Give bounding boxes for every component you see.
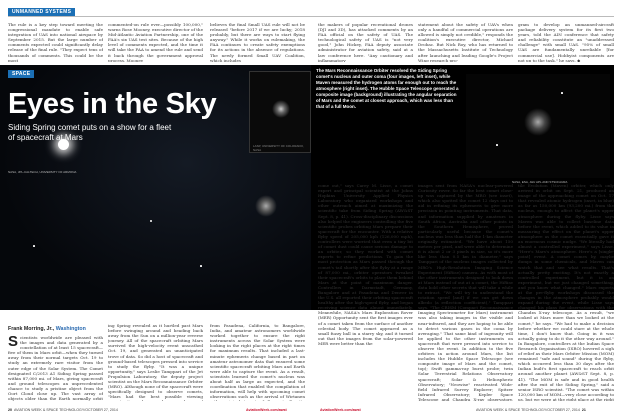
top-column-5: statement about the safety of UAVs when only a handful of commercial operations are allowed is simply not credible," responds the coalition's executive director, Michael Drobac. But Nick Roy, who has returned to the Massachusetts Institute of Technology after launching and leading Google's Project Wing research pro- xyxy=(418,22,513,62)
top-rule xyxy=(8,16,614,17)
body-column-1: S cientists worldwide are pleased with the images and data generated by a constellation of at least 15 spacecraft—five of them in Mars orbit—when they turned away from their normal targets Oct. 19 to study an extremely rare visitor from the outer edge of the Solar System. The Comet designated C/2013 A1 Siding Spring passed within 87,000 mi. of Mars, giving spacecraft and ground telescopes an unprecedented chance to study a pristine object from the Oort Cloud close up. The vast array of objects older than the Earth normally orbit xyxy=(8,335,103,401)
inset-hubble-maven xyxy=(466,74,610,178)
body-column-4: come out," says Carey M. Lisse, a comet expert and principal scientist at the Johns Hopkins University Applied Physics Laboratory who organized workshops and other outreach aimed at maximizing the scientific take from Siding Spring (AW&ST Sept. 8, p. 41). Cross-disciplinary discussions also helped the engineers controlling the five scientific probes orbiting Mars prepare their spacecraft for the encounter. With a relative flyby speed of 205,000 kph (126,000 mph), controllers were worried that even a tiny bit of comet dust could cause serious damage to an orbiter, so they worked with comet experts to refine predictions. To gain the most protection as Mars passed through the comet's tail shortly after the flyby at a range of 87,000 mi., orbiter operators tweaked their spacecraft's orbits to place them behind Mars at the point of maximum danger. Controllers in Darmstadt, Germany, Bangalore and at Pasadena and Denver in the U.S. all reported their orbiting spacecraft healthy after the high-speed flyby, and began receiving science data almost immediately. Meanwhile, NASA's Mars Exploration Rover (MER) Opportunity sent the first images ever of a comet taken from the surface of another celestial body. The comet appeared as a small fuzzy ball in a starry sky, and it turned out that the images from the solar-powered MER were better than the xyxy=(318,183,413,346)
body-column-6: tile Evolution (Maven) orbiter, which only arrived in orbit on Sept. 21, produced an image of the approaching comet on Oct. 17 that revealed atomic hydrogen (inset, in blue) as far as 150,000 km (93,200 mi.) from the nucleus, enough to affect the planet's upper atmosphere during the flyby. Lisse says Maven was able to collect baseline data before the event, which added to its value in measuring the effect on the planet's upper atmosphere as the comet essentially gave it an enormous cosmic nudge. "We literally had almost a controlled experiment," says Lisse. "Here's Mars's atmosphere. Here's a [single-point] event. A comet comes by, maybe dumps in some chemicals, and Maven can watch that and see what results. That's actually pretty exciting. It's not exactly a controlled experiment, but it is an experiment, but we just changed something, and you know what changed." Mars experts at the pre-flyby workshops discussed the changes in the atmosphere probably would expand during the event, while Lisse says changed his plans for observations with the Chandra X-ray telescope. As a result, "we looked at Mars more than we looked at the comet," he says. "We had to make a decision before whether we could stare at the whole time, I don't know that. Going in it was actually going to do it the other way around." In Bangalore, controllers at the Indian Space Research Organisation (ISRO) hovered a sigh of relief as their Mars Orbiter Mission (MOM) remained "safe and sound" during the flyby, which occurred less than 30 days after the Indian built's first spacecraft to reach orbit around another planet (AW&ST Sept. 8, p. 41). "The MOM is safe and in good health after the exit of the Siding Spring," said a senior ISRO scientist. "The comet was within 120,000 km of MOM—very close according to us, but we were at the right place at the right xyxy=(518,183,614,401)
byline: Frank Morring, Jr., Washington xyxy=(8,326,86,332)
byline-location: Washington xyxy=(55,326,86,332)
comet-coma xyxy=(524,108,552,136)
inset-mro-comet xyxy=(249,71,311,153)
comet-image xyxy=(272,100,290,118)
star xyxy=(150,220,152,222)
publication-left: AVIATION WEEK & SPACE TECHNOLOGY/OCTOBER 27, 2014 xyxy=(14,408,118,412)
top-column-6: gram to develop an unmanned-aircraft package delivery system for its first two years, told the AIN conference that safety and reliability constitute an "unaddressed challenge" with small UAS. "95% of small UAS are fundamentally unreliable [for commercial use]. Hobbyist components are not up to the task," he says. ◆ xyxy=(518,22,614,62)
section-tag-space: SPACE xyxy=(8,70,34,78)
top-column-3: believes the final Small UAS rule will not be released "before 2017 if we are lucky; 2018 probably, but there are ways to start flying anyway." While it works on rulemaking, the FAA continues to create safety exemptions for its actions in the absence of regulations. The newly formed Small UAV Coalition, which includes xyxy=(210,22,305,62)
inset2-credit: NASA, ESA, JHU APL AND STSCI/AURA xyxy=(512,180,568,184)
body-column-3: from Pasadena, California, to Bangalore, India, and amateur astronomers worldwide worked together to ensure the right instruments across the Solar System were looking in the right places at the right times for maximum results. That included a last-minute ephemeris change based in part on amateur astronomer data that ensured some scientific spacecraft orbiting Mars and Earth were able to capture the event. As a result, scientists learned the comet's nucleus was about half as large as expected, and the coordination that enabled the compilation of information, will help with upcoming comet observations such as the arrival of Wirtanen xyxy=(210,323,305,400)
publication-right: AVIATION WEEK & SPACE TECHNOLOGY/OCTOBER 27, 2014 xyxy=(476,408,580,412)
image-caption: The Mars Reconnaissance Orbiter resolved the Siding Spring comet's nucleus and outer coma (four images, left inset), while Maven measured the hydrogen atoms far enough out to reach the atmosphere (right inset). The Hubble Space Telescope generated a composite image (background) illustrating the angular separation of Mars and the comet at closest approach, which was less than that of a full Moon. xyxy=(316,68,459,109)
top-column-2: commented-on rule ever—possibly 100,000," warns Rose Mooney, executive director of the Mid-Atlantic Aviation Partnership, one of the FAA's six UAS test sites. Because of the high level of comments expected, and the time it will take the FAA to amend the rule and send it back through the government approval process, Mooney xyxy=(108,22,203,62)
top-column-1: The rule is a key step toward meeting the congressional mandate to enable safe integration of UAS into national airspace by September 2015. But the large number of comments expected could significantly delay release of the final rule. "They expect tens of thousands of comments. This could be the most xyxy=(8,22,103,62)
body-column-2: ing Spring revealed as it hurtled past Mars before swinging around and heading back away from the Sun on a million-year reverse journey. All of the spacecraft orbiting Mars survived the high-velocity event unscathed Oct. 19, and generated an unanticipated trove of data. So did a host of spacecraft and ground-based telescopes pressed into service to study the flyby. "It was a unique opportunity," says Leslie Tamppari of the Jet Propulsion Laboratory, the deputy project scientist on the Mars Reconnaissance Orbiter (MRO). Although none of the spacecraft were specifically designed to observe comets, "Mars had the best possible viewing xyxy=(108,323,203,400)
footer-right xyxy=(476,408,586,412)
spacer xyxy=(311,178,622,183)
hero-title: Eyes in the Sky xyxy=(8,88,217,120)
star xyxy=(33,245,35,247)
page-number-left: 20 xyxy=(8,408,12,412)
page-number-right: 21 xyxy=(581,408,586,412)
drop-cap: S xyxy=(8,335,19,350)
top-column-4: the makers of popular recreational drones (DJI and 3D), has attacked comments by an FAA official on the safety of UAS. The technological safety of UAS is "not very good," John Hickey, FAA deputy associate administrator for aviation safety, said at a law conference here. "Any cautionary and inflammatory xyxy=(318,22,413,62)
hero-credit: NASA, JPL-CALTECH, UNIVERSITY OF ARIZONA xyxy=(8,170,77,174)
section-tag-unmanned: UNMANNED SYSTEMS xyxy=(8,8,75,16)
footer-site-right[interactable]: AviationWeek.com/awst xyxy=(320,408,361,412)
star xyxy=(561,92,563,94)
footer-left xyxy=(8,408,118,412)
comet-nucleus xyxy=(255,195,277,217)
footer-site-left[interactable]: AviationWeek.com/awst xyxy=(246,408,287,412)
hero-subtitle: Siding Spring comet puts on a show for a fleet of spacecraft at Mars xyxy=(8,123,172,142)
inset1-credit: LASP, UNIVERSITY OF COLORADO, NASA xyxy=(253,144,304,152)
star xyxy=(200,265,202,267)
author-name: Frank Morring, Jr. xyxy=(8,326,53,332)
star xyxy=(496,144,498,146)
body-column-5: images sent from NASA's nuclear-powered Curiosity rover. So far the best comet close-up was captured by the MRO (see inset), which also spotted the comet 12 days out to aid in refining its ephemeris to give more precision in pointing instruments. That data, and information supplied by amateurs in South Africa, Australia and other points in the Southern Hemisphere, proved particularly useful because the comet's nucleus was less than half the 1-km diameter originally estimated. "We have about 150 meters per pixel, and were able to determine it is about 2 or 3 pixels in size, so it's more like less than 0.5 km in diameter," says Tamppari of the nucleus images collected by MRO's High-Resolution Imaging Science Experiment (HiRise) camera. As with most of the other instruments designed to look down at Mars instead of out at a comet, the HiRise data hold other secrets that will take a while to extract. "We will try to understand the rotation speed [and] if we can get down albedo (a reflection coefficient)," Tamppari says. "The CRISM (Compact Reconnaissance Imaging Spectrometer for Mars) instrument was also taking images in the visible and near-infrared, and they are hoping to be able to detect various gases in the coma by averaging." That same kind of ingenuity will be applied to the other instruments on spacecraft that were pressed into service to observe the event. In addition to the five orbiters in action around Mars, the list includes the Hubble Space Telescope (see composite image of Mars and the comet, top); Swift gamma-ray burst probe; twin Solar Terrestrial Relations Observatory spacecraft; Solar & Heliospheric Observatory; "Neowise" reactivated Wide-field Infrared Survey Explorer; Spitzer Infrared Observatory; Kepler Space Telescope and Chandra X-ray observatory. xyxy=(418,183,513,401)
